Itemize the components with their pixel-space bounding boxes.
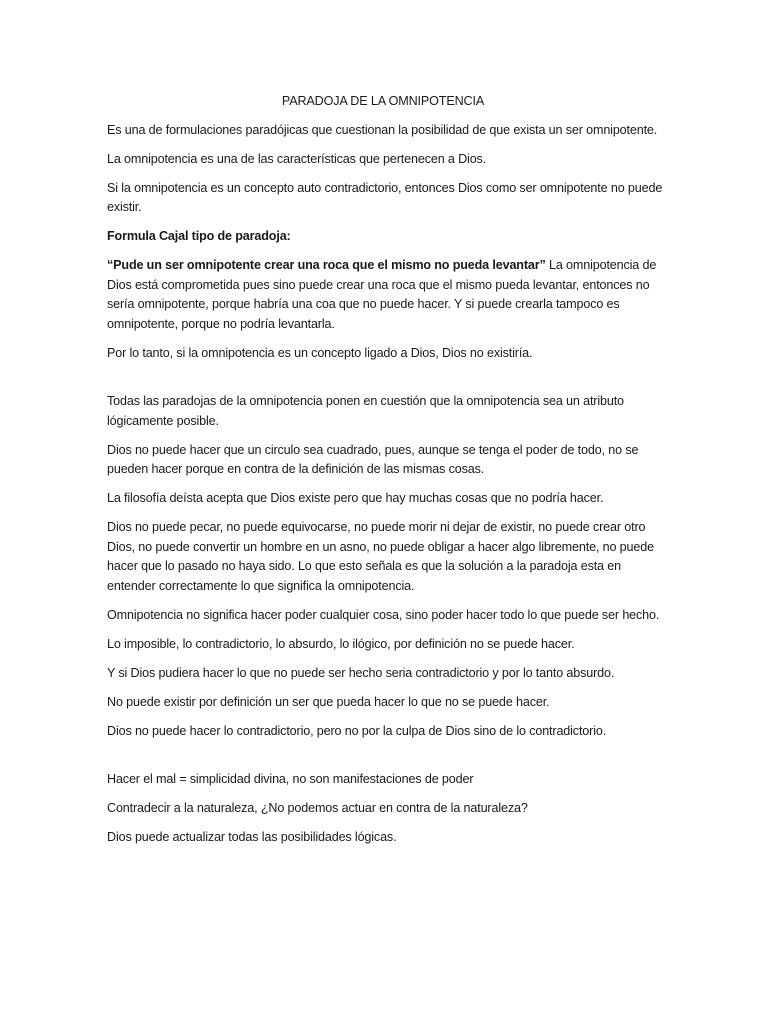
paragraph-nature: Contradecir a la naturaleza, ¿No podemos actuar en contra de la naturaleza? <box>107 801 528 815</box>
paragraph-square-circle: Dios no puede hacer que un circulo sea cuadrado, pues, aunque se tenga el poder de todo, no se pueden hacer porque en contra de la definición de las mismas cosas. <box>107 442 639 476</box>
paragraph-attribute: La omnipotencia es una de las características que pertenecen a Dios. <box>107 151 487 166</box>
paragraph-formula-heading: Formula Cajal tipo de paradoja: <box>107 229 291 243</box>
paragraph-definition: Es una de formulaciones paradójicas que cuestionan la posibilidad de que exista un ser omnipotente. <box>107 122 658 137</box>
paragraph-contradictory: Dios no puede hacer lo contradictorio, pero no por la culpa de Dios sino de lo contradictorio. <box>107 723 607 738</box>
paragraph-rock-paradox <box>107 256 663 334</box>
blank-line <box>107 751 663 771</box>
document-title: PARADOJA DE LA OMNIPOTENCIA <box>281 94 485 108</box>
paragraph-evil: Hacer el mal = simplicidad divina, no son manifestaciones de poder <box>107 772 474 786</box>
paragraph-absurd: Y si Dios pudiera hacer lo que no puede ser hecho seria contradictorio y por lo tanto absurdo. <box>107 665 615 680</box>
paragraph-definition-limit: No puede existir por definición un ser que pueda hacer lo que no se puede hacer. <box>107 694 550 709</box>
rock-explanation: La omnipotencia de Dios está comprometida pues sino puede crear una roca que el mismo pueda levantar, entonces no sería omnipotente, porque habría una coa que no puede hacer. Y si puede crearla tampoco es omnipotente, porque no podría levantarla. <box>107 258 657 331</box>
paragraph-impossible: Lo imposible, lo contradictorio, lo absurdo, lo ilógico, por definición no se puede hacer. <box>107 636 575 651</box>
document-body <box>107 92 663 857</box>
paragraph-deism: La filosofía deísta acepta que Dios existe pero que hay muchas cosas que no podría hacer. <box>107 491 604 505</box>
paragraph-limits: Dios no puede pecar, no puede equivocarse, no puede morir ni dejar de existir, no puede crear otro Dios, no puede convertir un hombre en un asno, no puede obligar a hacer algo libremente, no puede hacer que lo pasado no haya sido. Lo que esto señala es que la solución a la paradoja esta en entender correctamente lo que significa la omnipotencia. <box>107 520 654 593</box>
paragraph-logical-attribute: Todas las paradojas de la omnipotencia ponen en cuestión que la omnipotencia sea un atributo lógicamente posible. <box>107 394 624 428</box>
paragraph-contradiction: Si la omnipotencia es un concepto auto contradictorio, entonces Dios como ser omnipotente no puede existir. <box>107 180 663 214</box>
paragraph-meaning: Omnipotencia no significa hacer poder cualquier cosa, sino poder hacer todo lo que puede ser hecho. <box>107 607 660 622</box>
paragraph-conclusion: Por lo tanto, si la omnipotencia es un concepto ligado a Dios, Dios no existiría. <box>107 345 533 360</box>
rock-question: “Pude un ser omnipotente crear una roca que el mismo no pueda levantar” <box>107 258 546 272</box>
blank-line <box>107 373 663 393</box>
paragraph-logical-possibilities: Dios puede actualizar todas las posibilidades lógicas. <box>107 830 397 844</box>
